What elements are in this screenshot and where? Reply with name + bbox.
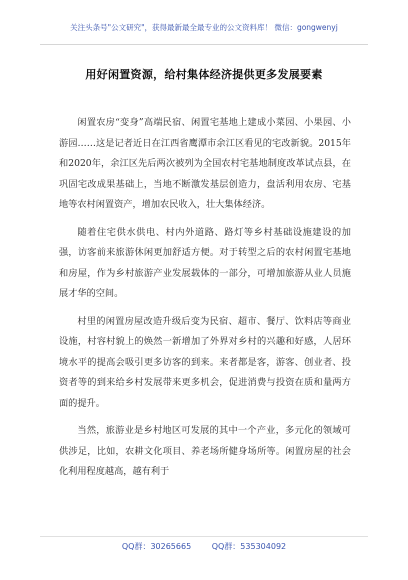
paragraph: 当然，旅游业是乡村地区可发展的其中一个产业，多元化的领域可供涉足，比如，农耕文化项目、养老场所健身场所等。闲置房屋的社会化利用程度越高，越有利于 — [59, 425, 351, 477]
footer-qq-group-2: QQ群：535304092 — [211, 542, 287, 551]
top-banner: 关注头条号"公文研究"，获得最新最全最专业的公文资料库！ 微信：gongwenyj — [70, 23, 338, 32]
paragraph: 随着住宅供水供电、村内外道路、路灯等乡村基础设施建设的加强，访客前来旅游休闲更加舒适方便。对于转型之后的农村闲置宅基地和房屋，作为乡村旅游产业发展载体的一部分，可增加旅游从业人员施展才华的空间。 — [59, 226, 351, 299]
footer-qq-group-1: QQ群：30265665 — [121, 542, 192, 551]
paragraph: 村里的闲置房屋改造升级后变为民宿、超市、餐厅、饮料店等商业设施，村容村貌上的焕然一新增加了外界对乡村的兴趣和好感，人居环境水平的提高会吸引更多访客的到来。来者都是客，游客、创业者、投资者等的到来给乡村发展带来更多机会，促进消费与投资在质和量两方面的提升。 — [59, 315, 351, 409]
footer-divider — [40, 536, 368, 537]
paragraph: 闲置农房“变身”高端民宿、闲置宅基地上建成小菜园、小果园、小游园……这是记者近日在江西省鹰潭市余江区看见的宅改新貌。2015年和2020年，余江区先后两次被列为全国农村宅基地制度改革试点县，在巩固宅改成果基础上，当地不断激发基层创造力，盘活利用农房、宅基地等农村闲置资产，增加农民收入，壮大集体经济。 — [59, 117, 351, 210]
document-body — [59, 113, 351, 490]
document-title: 用好闲置资源，给村集体经济提供更多发展要素 — [85, 68, 323, 81]
header-divider — [40, 44, 368, 45]
footer — [0, 541, 408, 552]
